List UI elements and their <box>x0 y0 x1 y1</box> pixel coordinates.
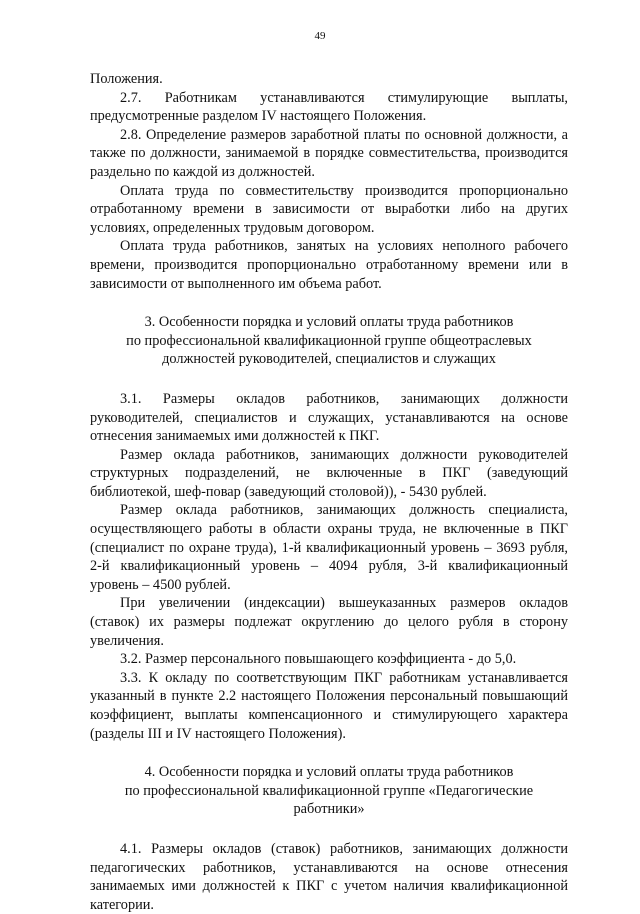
section-4-title-line: по профессиональной квалификационной группе «Педагогические <box>124 782 534 799</box>
paragraph-reduced-hours-pay: Оплата труда работников, занятых на условиях неполного рабочего времени, производится пропорционально отработанному времени или в зависимости от выполненного им объема работ. <box>90 238 568 292</box>
paragraph-continuation: Положения. <box>90 71 163 87</box>
paragraph-indexation: При увеличении (индексации) вышеуказанных размеров окладов (ставок) их размеры подлежат округлению до целого рубля в сторону увеличения. <box>90 595 568 649</box>
paragraph-4-1: 4.1. Размеры окладов (ставок) работников, занимающих должности педагогических работников, устанавливаются на основе отнесения занимаемых ими должностей к ПКГ с учетом наличия квалификационной категории. <box>90 840 568 913</box>
paragraph-3-1: 3.1. Размеры окладов работников, занимающих должности руководителей, специалистов и служащих, устанавливаются на основе отнесения занимаемых ими должностей к ПКГ. <box>90 390 568 445</box>
section-3-title <box>90 313 568 369</box>
section-4-title-line: работники» <box>293 801 365 818</box>
page-number: 49 <box>314 30 326 42</box>
section-3-title-line: 3. Особенности порядка и условий оплаты труда работников <box>144 314 514 331</box>
paragraph-managers-salary: Размер оклада работников, занимающих должности руководителей структурных подразделений, не включенные в ПКГ (заведующий библиотекой, шеф-повар (заведующий столовой)), - 5430 рублей. <box>90 446 568 500</box>
paragraph-3-3: 3.3. К окладу по соответствующим ПКГ работникам устанавливается указанный в пункте 2.2 настоящего Положения персональный повышающий коэффициент, выплаты компенсационного и стимулирующего характера (разделы III и IV настоящего Положения). <box>90 669 568 742</box>
section-4-title <box>90 763 568 819</box>
paragraph-2-8: 2.8. Определение размеров заработной платы по основной должности, а также по должности, занимаемой в порядке совместительства, производится раздельно по каждой из должностей. <box>90 126 568 180</box>
section-3-title-line: по профессиональной квалификационной группе общеотраслевых <box>126 332 532 349</box>
paragraph-safety-specialist-salary: Размер оклада работников, занимающих должность специалиста, осуществляющего работы в области охраны труда, не включенные в ПКГ (специалист по охране труда), 1-й квалификационный уровень – 3693 рубля, 2-й квалификационный уровень – 4094 рубля, 3-й квалификационный уровень – 4500 рублей. <box>90 502 568 593</box>
paragraph-2-7: 2.7. Работникам устанавливаются стимулирующие выплаты, предусмотренные разделом IV настоящего Положения. <box>90 89 568 125</box>
document-body <box>90 70 568 914</box>
section-3-title-line: должностей руководителей, специалистов и служащих <box>162 351 496 368</box>
paragraph-part-time-pay: Оплата труда по совместительству производится пропорционально отработанному времени в зависимости от выработки либо на других условиях, определенных трудовым договором. <box>90 182 568 236</box>
section-4-title-line: 4. Особенности порядка и условий оплаты труда работников <box>144 764 514 781</box>
paragraph-3-2: 3.2. Размер персонального повышающего коэффициента - до 5,0. <box>120 651 517 668</box>
